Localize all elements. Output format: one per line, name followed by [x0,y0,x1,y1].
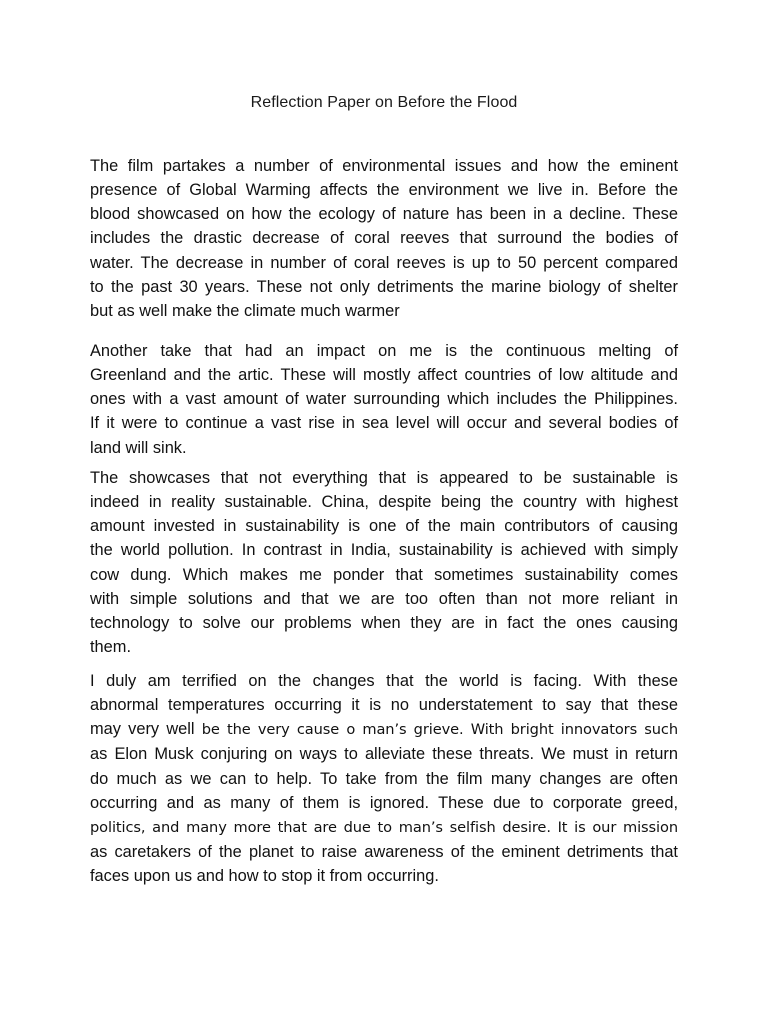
paragraph-3 [90,466,678,659]
text-line: abnormal temperatures occurring it is no understatement to say that these [90,696,678,715]
text-line: includes the drastic decrease of coral reeves that surround the bodies of [90,229,678,248]
paragraph-1 [90,154,678,323]
text-line: Another take that had an impact on me is the continuous melting of [90,342,678,360]
paragraph-2 [90,339,678,460]
text-line: I duly am terrified on the changes that the world is facing. With these [90,672,678,690]
text-line: land will sink. [90,438,187,457]
text-line: ones with a vast amount of water surrounding which includes the Philippines. [90,390,678,409]
text-line-mixed-font [90,717,678,742]
text-line: cow dung. Which makes me ponder that sometimes sustainability comes [90,565,678,584]
text-line: them. [90,638,131,657]
paragraph-4 [90,669,678,888]
document-title: Reflection Paper on Before the Flood [250,94,518,111]
text-line: Greenland and the artic. These will mostly affect countries of low altitude and [90,366,678,385]
text-line: the world pollution. In contrast in India, sustainability is achieved with simply [90,541,678,560]
text-line: faces upon us and how to stop it from occurring. [90,867,439,886]
text-line-mixed-font [90,815,678,840]
text-line: with simple solutions and that we are too often than not more reliant in [90,589,678,608]
text-line: The showcases that not everything that is appeared to be sustainable is [90,469,678,487]
text-line: as caretakers of the planet to raise awareness of the eminent detriments that [90,843,678,862]
text-run: may very well [90,720,202,739]
text-line: If it were to continue a vast rise in sea level will occur and several bodies of [90,414,678,433]
text-line: amount invested in sustainability is one of the main contributors of causing [90,517,678,536]
text-line: to the past 30 years. These not only detriments the marine biology of shelter [90,277,678,296]
text-line: water. The decrease in number of coral reeves is up to 50 percent compared [90,253,678,272]
text-line: occurring and as many of them is ignored. These due to corporate greed, [90,793,678,812]
text-line: blood showcased on how the ecology of nature has been in a decline. These [90,205,678,224]
text-line: but as well make the climate much warmer [90,301,400,320]
text-line: as Elon Musk conjuring on ways to alleviate these threats. We must in return [90,745,678,764]
text-line: The film partakes a number of environmental issues and how the eminent [90,157,678,175]
text-line: indeed in reality sustainable. China, despite being the country with highest [90,493,678,512]
text-line: technology to solve our problems when they are in fact the ones causing [90,613,678,632]
text-run-alt-font: politics, and many more that are due to man’s selfish desire. It is our mission [90,818,678,836]
text-line: presence of Global Warming affects the environment we live in. Before the [90,181,678,200]
text-run-alt-font: be the very cause o man’s grieve. With bright innovators such [201,721,678,739]
text-line: do much as we can to help. To take from the film many changes are often [90,769,678,788]
